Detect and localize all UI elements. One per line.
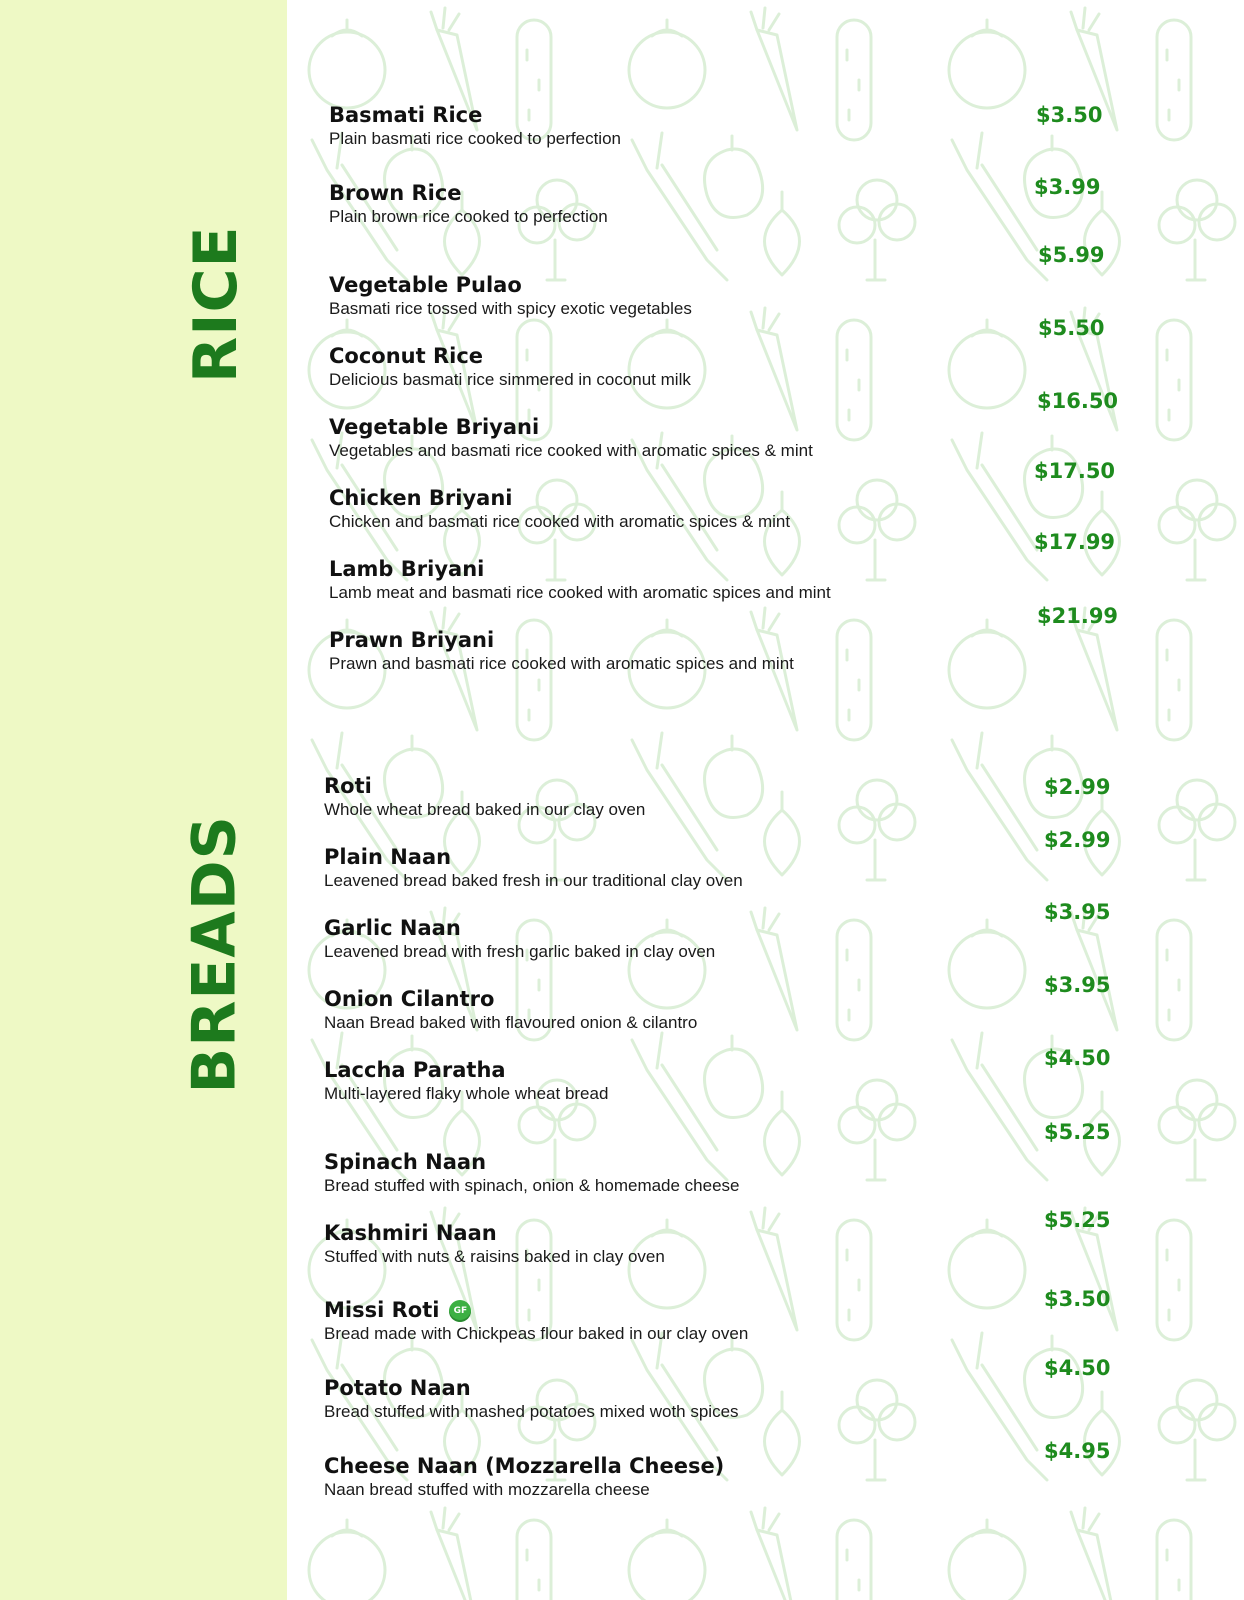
menu-item-name: Garlic Naan xyxy=(324,916,461,940)
menu-item-price: $17.99 xyxy=(1034,530,1116,554)
menu-item xyxy=(324,1150,964,1196)
menu-item-description: Naan Bread baked with flavoured onion & cilantro xyxy=(324,1013,698,1032)
menu-item-name: Chicken Briyani xyxy=(329,486,513,510)
menu-item-description: Vegetables and basmati rice cooked with aromatic spices & mint xyxy=(329,441,813,460)
menu-item-name: Laccha Paratha xyxy=(324,1058,506,1082)
menu-item-description: Leavened bread with fresh garlic baked in clay oven xyxy=(324,942,716,961)
menu-item-description: Bread made with Chickpeas flour baked in our clay oven xyxy=(324,1324,749,1343)
menu-item xyxy=(329,344,969,390)
menu-item-description: Lamb meat and basmati rice cooked with aromatic spices and mint xyxy=(329,583,831,602)
menu-item-description: Prawn and basmati rice cooked with aromatic spices and mint xyxy=(329,654,794,673)
menu-item-description: Plain brown rice cooked to perfection xyxy=(329,207,608,226)
menu-item-price: $16.50 xyxy=(1037,389,1119,413)
menu-item-description: Leavened bread baked fresh in our traditional clay oven xyxy=(324,871,743,890)
menu-item-name xyxy=(324,1298,964,1323)
menu-item-name: Brown Rice xyxy=(329,181,462,205)
menu-item-description: Whole wheat bread baked in our clay oven xyxy=(324,800,646,819)
menu-item-description: Multi-layered flaky whole wheat bread xyxy=(324,1084,609,1103)
menu-item xyxy=(329,486,969,532)
menu-item-description: Delicious basmati rice simmered in coconut milk xyxy=(329,370,691,389)
menu-item-price: $3.95 xyxy=(1044,973,1111,997)
menu-item-price: $3.50 xyxy=(1044,1287,1111,1311)
menu-item-price: $5.99 xyxy=(1038,243,1105,267)
menu-item-name: Cheese Naan (Mozzarella Cheese) xyxy=(324,1454,725,1478)
menu-item-name: Plain Naan xyxy=(324,845,452,869)
menu-item-name: Basmati Rice xyxy=(329,103,483,127)
menu-item-name: Vegetable Briyani xyxy=(329,415,540,439)
menu-item-description: Chicken and basmati rice cooked with aromatic spices & mint xyxy=(329,512,791,531)
menu-item xyxy=(324,1376,964,1422)
menu-item-description: Basmati rice tossed with spicy exotic vegetables xyxy=(329,299,692,318)
menu-item-description: Bread stuffed with mashed potatoes mixed woth spices xyxy=(324,1402,739,1421)
menu-item-name: Spinach Naan xyxy=(324,1150,487,1174)
menu-item-description: Stuffed with nuts & raisins baked in clay oven xyxy=(324,1247,665,1266)
menu-item xyxy=(324,1221,964,1267)
menu-item-name: Roti xyxy=(324,774,372,798)
menu-item xyxy=(324,916,964,962)
menu-item-price: $3.50 xyxy=(1036,103,1103,127)
menu-item-price: $3.95 xyxy=(1044,900,1111,924)
menu-item-name: Onion Cilantro xyxy=(324,987,495,1011)
menu-item xyxy=(324,1298,964,1344)
menu-item-name: Vegetable Pulao xyxy=(329,273,522,297)
menu-item-price: $4.50 xyxy=(1044,1356,1111,1380)
menu-item xyxy=(329,557,969,603)
menu-item xyxy=(329,181,969,227)
menu-item xyxy=(324,1058,964,1104)
menu-item xyxy=(324,1454,964,1500)
menu-item-price: $3.99 xyxy=(1034,175,1101,199)
menu-item-price: $5.50 xyxy=(1038,316,1105,340)
menu-item xyxy=(329,628,969,674)
menu-item-description: Plain basmati rice cooked to perfection xyxy=(329,129,621,148)
section-title-rice: RICE xyxy=(181,225,251,383)
menu-item-price: $2.99 xyxy=(1044,828,1111,852)
menu-item-name: Potato Naan xyxy=(324,1376,471,1400)
menu-item-description: Bread stuffed with spinach, onion & homemade cheese xyxy=(324,1176,740,1195)
menu-item xyxy=(329,103,969,149)
menu-item-name: Kashmiri Naan xyxy=(324,1221,497,1245)
menu-item-price: $17.50 xyxy=(1034,459,1116,483)
menu-item-price: $5.25 xyxy=(1044,1208,1111,1232)
menu-item xyxy=(324,774,964,820)
menu-item-price: $2.99 xyxy=(1044,775,1111,799)
menu-item xyxy=(329,273,969,319)
menu-item-name-text: Missi Roti xyxy=(324,1298,440,1322)
menu-item-price: $21.99 xyxy=(1037,604,1119,628)
menu-item-name: Lamb Briyani xyxy=(329,557,485,581)
section-title-breads: BREADS xyxy=(179,815,250,1094)
menu-item xyxy=(324,845,964,891)
menu-item-description: Naan bread stuffed with mozzarella cheese xyxy=(324,1480,650,1499)
gluten-free-badge-icon: GF xyxy=(449,1300,471,1322)
menu-item-price: $5.25 xyxy=(1044,1120,1111,1144)
menu-item xyxy=(329,415,969,461)
menu-item-name: Prawn Briyani xyxy=(329,628,495,652)
menu-item-price: $4.50 xyxy=(1044,1046,1111,1070)
menu-item-price: $4.95 xyxy=(1044,1439,1111,1463)
menu-item-name: Coconut Rice xyxy=(329,344,484,368)
menu-item xyxy=(324,987,964,1033)
